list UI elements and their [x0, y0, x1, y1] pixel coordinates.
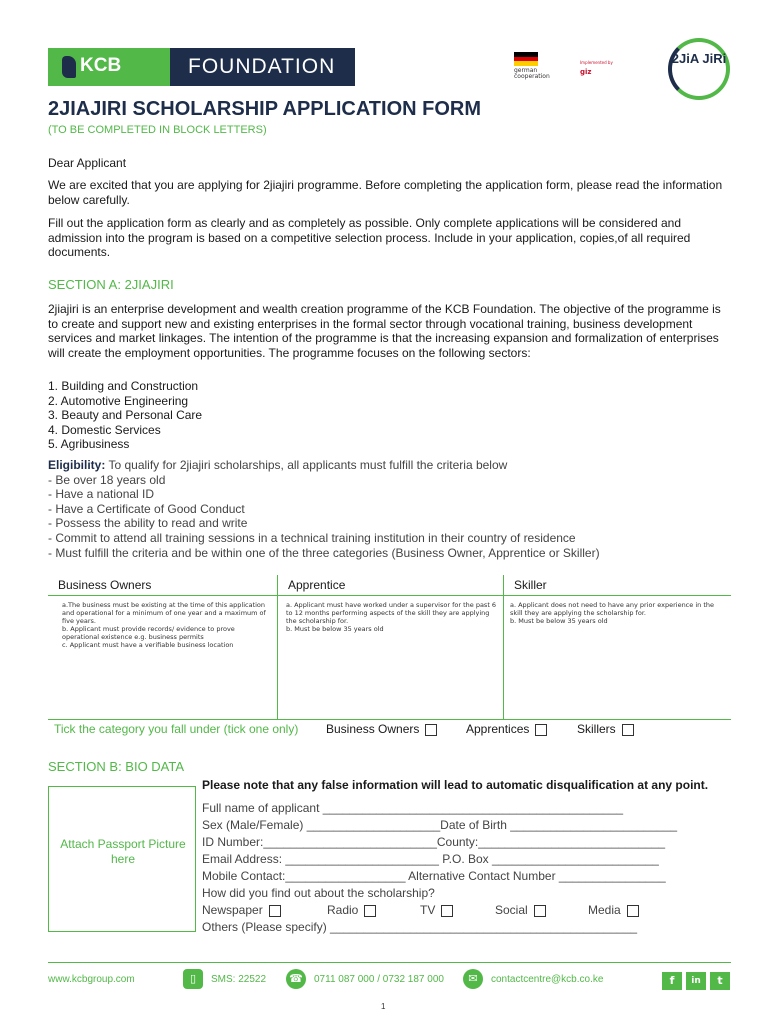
eligibility-intro-line: [48, 458, 738, 473]
intro-paragraph-1: We are excited that you are applying for 2jiajiri programme. Before completing the application form, please read the information below carefully.: [48, 178, 723, 207]
tick-option-label: Apprentices: [466, 722, 530, 736]
list-item: 1. Building and Construction: [48, 379, 199, 393]
eligibility-item: - Have a national ID: [48, 487, 155, 502]
twitter-icon[interactable]: t: [710, 972, 730, 990]
footer-email[interactable]: contactcentre@kcb.co.ke: [491, 974, 604, 985]
partner-logos: [508, 46, 622, 84]
sector-list: [48, 379, 202, 452]
media-label: Newspaper: [202, 903, 263, 917]
bio-note: Please note that any false information will lead to automatic disqualification at any point.: [202, 778, 709, 792]
eligibility-block: [48, 458, 738, 560]
section-a-heading: SECTION A: 2JIAJIRI: [48, 277, 174, 292]
eligibility-item: - Must fulfill the criteria and be within one of the three categories (Business Owner, Apprentice or Skiller): [48, 545, 600, 560]
tick-option-label: Skillers: [577, 722, 616, 736]
media-label: Social: [495, 903, 528, 917]
category-title: Skiller: [514, 578, 547, 592]
checkbox[interactable]: [534, 905, 546, 917]
german-cooperation-logo: german cooperation: [514, 67, 550, 80]
2jiajiri-logo-ring: [668, 38, 730, 100]
german-flag-icon: [514, 52, 538, 66]
checkbox[interactable]: [622, 724, 634, 736]
2jiajiri-logo: [668, 38, 730, 100]
eligibility-item: - Have a Certificate of Good Conduct: [48, 501, 245, 516]
category-skiller: [503, 575, 731, 720]
giz-logo: giz: [580, 68, 592, 76]
footer-phone: 0711 087 000 / 0732 187 000: [314, 974, 444, 985]
category-criteria: a.The business must be existing at the time of this application and operational for a minimum of one year and a maximum of five years. b. Applicant must provide records/ evidence to prove operational existence e.g. business permits c. Applicant must have a verifiable business location: [62, 601, 266, 649]
kcb-brand: KCB: [80, 55, 122, 76]
category-tick-row: [54, 722, 616, 736]
checkbox[interactable]: [364, 905, 376, 917]
page-number: 1: [381, 1002, 386, 1011]
list-item: 4. Domestic Services: [48, 422, 161, 437]
tick-option-skillers: [577, 722, 634, 736]
checkbox[interactable]: [627, 905, 639, 917]
category-divider: [48, 595, 277, 596]
greeting: Dear Applicant: [48, 156, 127, 170]
passport-label: Attach Passport Picture here: [60, 837, 186, 866]
facebook-icon[interactable]: f: [662, 972, 682, 990]
category-divider: [504, 595, 731, 596]
eligibility-label: Eligibility:: [48, 458, 106, 472]
list-item: 5. Agribusiness: [48, 437, 130, 451]
eligibility-item: - Possess the ability to read and write: [48, 516, 248, 531]
media-label: TV: [420, 903, 436, 917]
category-apprentice: [277, 575, 503, 720]
media-option-tv: [420, 903, 453, 917]
media-label: Media: [588, 903, 621, 917]
category-title: Apprentice: [288, 578, 346, 592]
tick-option-business-owners: [326, 722, 437, 736]
email-pobox-field[interactable]: Email Address: _______________________ P.O. Box _________________________: [202, 852, 659, 866]
intro-paragraph-2: Fill out the application form as clearly and as completely as possible. Only complete applications will be considered and admission into the program is based on a competitive selection process. Include in your application, copies,of all required documents.: [48, 216, 691, 259]
tick-option-apprentices: [466, 722, 547, 736]
checkbox[interactable]: [441, 905, 453, 917]
category-divider: [278, 595, 503, 596]
2jiajiri-logo-text: 2JiA JiRi: [671, 51, 727, 66]
media-option-media: [588, 903, 639, 917]
category-business-owners: [48, 575, 277, 720]
checkbox[interactable]: [269, 905, 281, 917]
eligibility-item: - Be over 18 years old: [48, 472, 166, 487]
section-b-heading: SECTION B: BIO DATA: [48, 759, 185, 774]
list-item: 3. Beauty and Personal Care: [48, 408, 203, 422]
checkbox[interactable]: [535, 724, 547, 736]
media-option-newspaper: [202, 903, 281, 917]
kcb-logo: [48, 48, 170, 86]
page-title: 2JIAJIRI SCHOLARSHIP APPLICATION FORM: [48, 98, 482, 120]
banner-title: FOUNDATION: [188, 55, 336, 78]
media-options: [202, 903, 642, 919]
sex-dob-field[interactable]: Sex (Male/Female) ____________________Date of Birth _________________________: [202, 818, 678, 832]
media-option-social: [495, 903, 546, 917]
category-title: Business Owners: [58, 578, 152, 592]
giz-implemented-by: Implemented by: [580, 60, 613, 65]
footer-sms: SMS: 22522: [211, 974, 267, 985]
email-icon: ✉: [463, 969, 483, 989]
eligibility-intro: To qualify for 2jiajiri scholarships, all applicants must fulfill the criteria below: [108, 458, 508, 472]
footer-website[interactable]: www.kcbgroup.com: [48, 974, 135, 985]
mobile-phone-icon: ▯: [183, 969, 203, 989]
media-option-radio: [327, 903, 376, 917]
section-a-description: 2jiajiri is an enterprise development and wealth creation programme of the KCB Foundation. The objective of the programme is to create and support new and existing enterprises in the formal sector through vocational training, business development services and market linkages. The intention of the programme is that the increasing expansion and formalization of enterprises will create the employment opportunities. The programme focuses on the following sectors:: [48, 302, 721, 360]
tick-option-label: Business Owners: [326, 722, 420, 736]
lion-icon: [62, 56, 76, 78]
page-subtitle: (TO BE COMPLETED IN BLOCK LETTERS): [48, 124, 267, 136]
header-banner: [48, 48, 355, 86]
id-county-field[interactable]: ID Number:__________________________County:____________________________: [202, 835, 666, 849]
category-table: [48, 575, 731, 720]
passport-photo-box[interactable]: [48, 786, 196, 932]
source-question: How did you find out about the scholarship?: [202, 886, 435, 900]
contact-field[interactable]: Mobile Contact:__________________ Alternative Contact Number ________________: [202, 869, 666, 883]
category-criteria: a. Applicant does not need to have any prior experience in the skill they are applying the scholarship for. b. Must be below 35 years old: [510, 601, 714, 625]
linkedin-icon[interactable]: in: [686, 972, 706, 990]
tick-label: Tick the category you fall under (tick one only): [54, 722, 299, 736]
eligibility-item: - Commit to attend all training sessions in a technical training institution in their country of residence: [48, 530, 576, 545]
category-criteria: a. Applicant must have worked under a supervisor for the past 6 to 12 months performing aspects of the skill they are applying the scholarship for. b. Must be below 35 years old: [286, 601, 497, 633]
telephone-icon: ☎: [286, 969, 306, 989]
list-item: 2. Automotive Engineering: [48, 393, 189, 408]
full-name-field[interactable]: Full name of applicant _____________________________________________: [202, 801, 624, 815]
others-field[interactable]: Others (Please specify) ______________________________________________: [202, 920, 638, 934]
media-label: Radio: [327, 903, 359, 917]
footer-divider: [48, 962, 731, 963]
checkbox[interactable]: [425, 724, 437, 736]
